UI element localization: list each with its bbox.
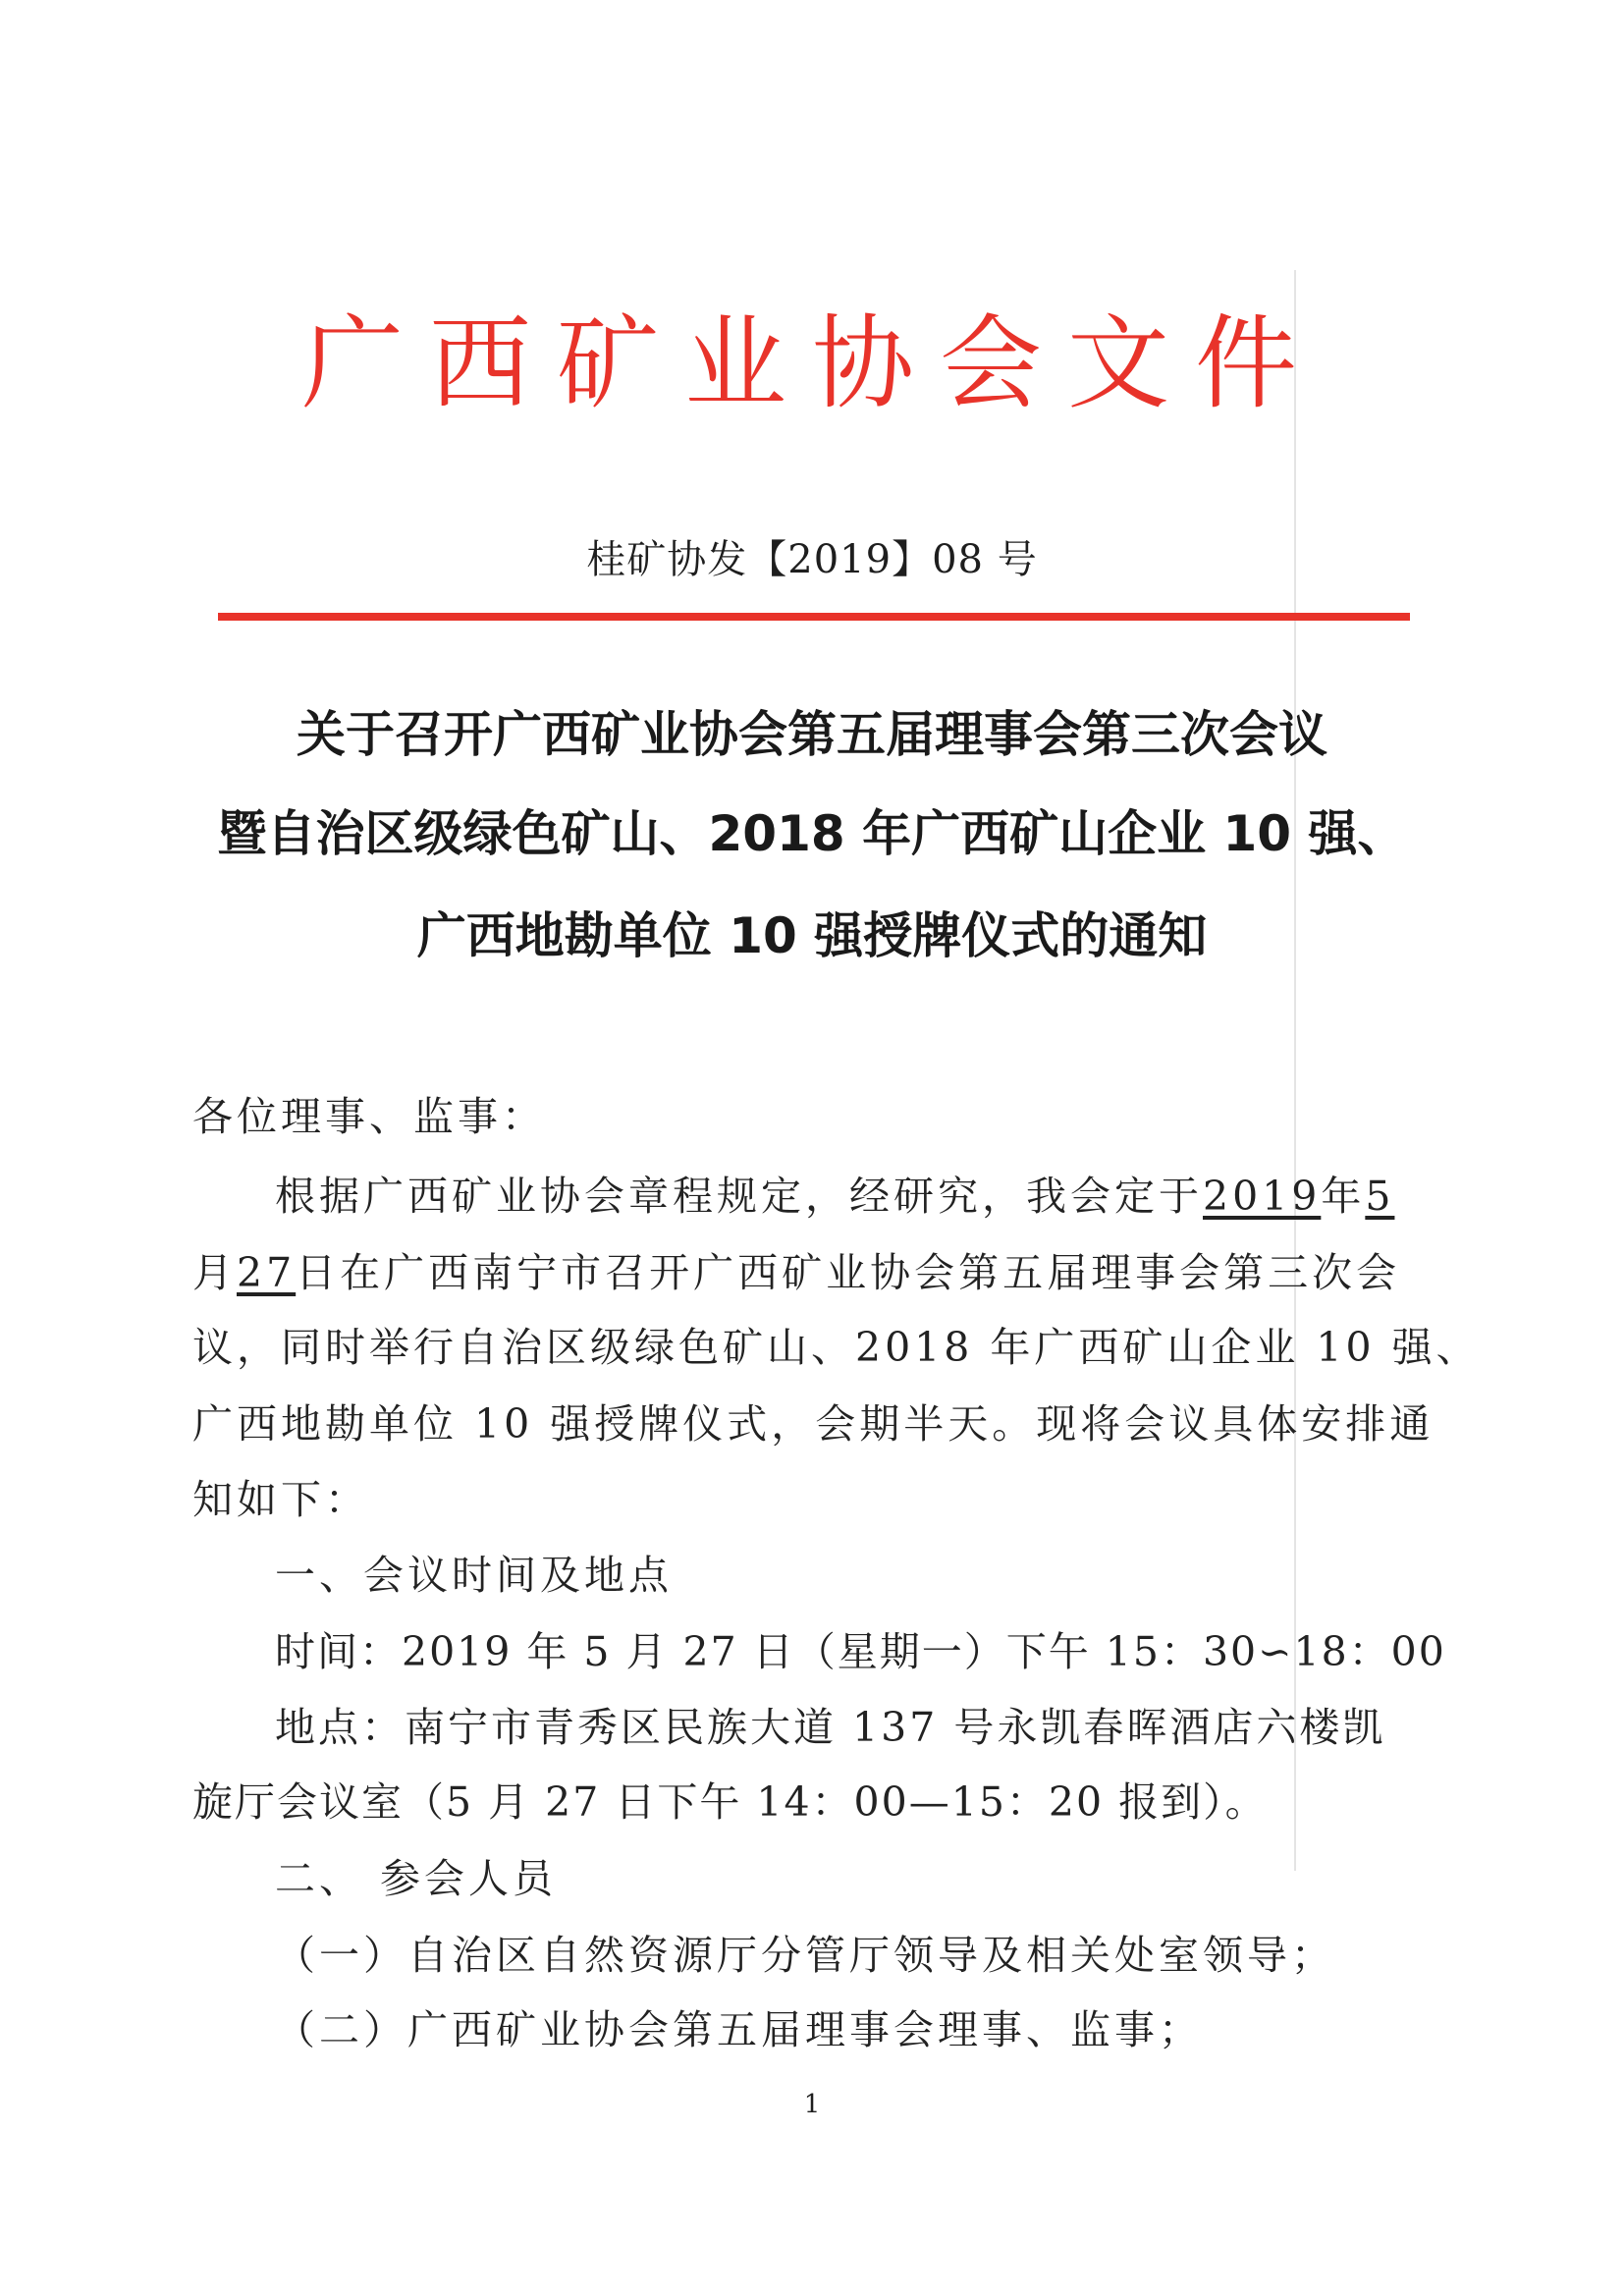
meeting-day: 27 [237,1249,297,1296]
paragraph-line-5: 知如下： [192,1476,369,1523]
paragraph-line-3: 议，同时举行自治区级绿色矿山、2018 年广西矿山企业 10 强、 [192,1324,1481,1371]
meeting-month: 5 [1365,1173,1395,1220]
meeting-place-line-2: 旋厅会议室（5 月 27 日下午 14：00—15：20 报到）。 [192,1778,1268,1826]
paragraph-text: 根据广西矿业协会章程规定，经研究，我会定于 [275,1173,1203,1220]
meeting-time: 时间：2019 年 5 月 27 日（星期一）下午 15：30∽18：00 [275,1628,1446,1675]
section-1-heading: 一、会议时间及地点 [275,1552,673,1599]
meeting-place-line-1: 地点：南宁市青秀区民族大道 137 号永凯春晖酒店六楼凯 [275,1704,1386,1751]
paragraph-text: 年 [1321,1173,1366,1220]
paragraph-text: 月 [192,1249,237,1296]
section-2-heading: 二、 参会人员 [275,1855,558,1902]
attendee-item-2: （二）广西矿业协会第五届理事会理事、监事； [275,2006,1203,2053]
paragraph-line-2 [192,1249,1401,1296]
notice-title-line-2: 暨自治区级绿色矿山、2018 年广西矿山企业 10 强、 [217,805,1407,862]
notice-title-line-1: 关于召开广西矿业协会第五届理事会第三次会议 [297,706,1327,763]
document-masthead: 广西矿业协会文件 [300,303,1323,423]
attendee-item-1: （一）自治区自然资源厅分管厅领导及相关处室领导； [275,1932,1335,1979]
notice-title-line-3: 广西地勘单位 10 强授牌仪式的通知 [416,907,1208,964]
page-number: 1 [803,2090,821,2119]
paragraph-line-1 [275,1173,1395,1220]
meeting-year: 2019 [1203,1173,1322,1220]
paragraph-line-4: 广西地勘单位 10 强授牌仪式，会期半天。现将会议具体安排通 [192,1400,1435,1448]
salutation: 各位理事、监事： [192,1093,546,1140]
red-divider-rule [218,613,1410,621]
document-number: 桂矿协发【2019】08 号 [586,537,1038,582]
paragraph-text: 日在广西南宁市召开广西矿业协会第五届理事会第三次会 [296,1249,1401,1296]
